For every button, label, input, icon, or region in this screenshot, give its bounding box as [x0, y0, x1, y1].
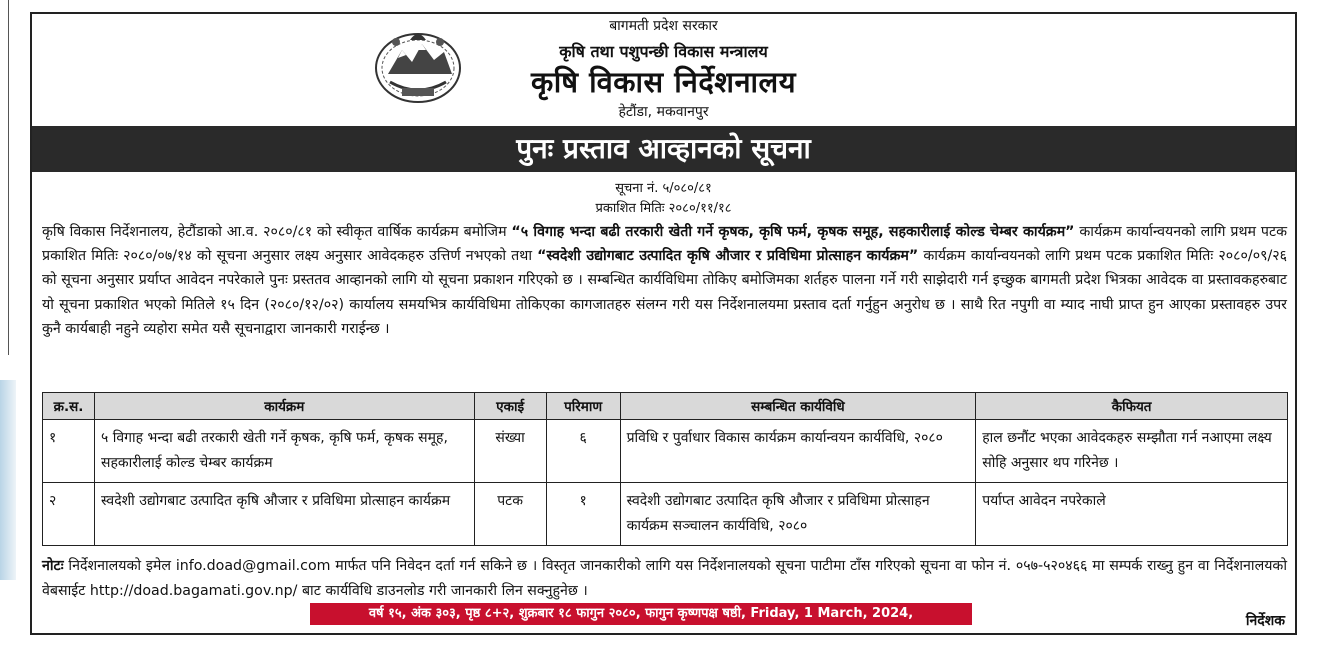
signature: निर्देशक — [1245, 613, 1285, 629]
cell-program: ५ विगाह भन्दा बढी तरकारी खेती गर्ने कृषक, कृषि फर्म, कृषक समूह, सहकारीलाई कोल्ड चेम्बर कार्यक्रम — [94, 420, 474, 483]
note-label: नोटः — [42, 558, 64, 574]
cell-procedure: स्वदेशी उद्योगबाट उत्पादित कृषि औजार र प्रविधिमा प्रोत्साहन कार्यक्रम सञ्चालन कार्यविधि, २०८० — [620, 483, 976, 546]
col-header-quantity: परिमाण — [546, 393, 620, 420]
notice-title-bar — [32, 126, 1295, 172]
program-name-1: “५ विगाह भन्दा बढी तरकारी खेती गर्ने कृषक, कृषि फर्म, कृषक समूह, सहकारीलाई कोल्ड चेम्बर कार्यक्रम” — [511, 224, 1075, 240]
cell-unit: संख्या — [474, 420, 546, 483]
left-edge-line — [8, 0, 9, 355]
table-header-row — [43, 393, 1288, 420]
col-header-remarks: कैफियत — [976, 393, 1288, 420]
col-header-unit: एकाई — [474, 393, 546, 420]
body-text-3: कार्यक्रम कार्यान्वयनको लागि प्रथम पटक प्रकाशित मितिः २०८०/०९/२६ को सूचना अनुसार प्रर्याप्त आवेदन नपरेकाले पुनः प्रस्ततव आव्हानको लागि यो सूचना प्रकाशन गरिएको छ । सम्बन्धित कार्यविधिमा तोकिए बमोजिमका शर्तहरु पालना गर्ने गरी साझेदारी गर्न इच्छुक बागमती प्रदेश भित्रका आवेदक वा प्रस्तावकहरुबाट यो सूचना प्रकाशित भएको मितिले १५ दिन (२०८०/१२/०२) कार्यालय समयभित्र कार्यविधिमा तोकिएका कागजातहरु संलग्न गरी यस निर्देशनालयमा प्रस्ताव दर्ता गर्नुहुन अनुरोध छ । साथै रित नपुगी वा म्याद नाघी प्राप्त हुन आएका प्रस्तावहरु उपर कुनै कार्यबाही नहुने व्यहोरा समेत यसै सूचनाद्वारा जानकारी गराईन्छ । — [42, 248, 1287, 337]
col-header-sn: क्र.स. — [43, 393, 95, 420]
office-name: कृषि विकास निर्देशनालय — [530, 65, 797, 99]
footer-text: वर्ष १५, अंक ३०३, पृष्ठ ८+२, शुक्रबार १८ फागुन २०८०, फागुन कृष्णपक्ष षष्ठी, Friday, 1 March, 2024, — [368, 606, 914, 621]
program-table — [42, 392, 1288, 546]
note-paragraph — [42, 554, 1287, 604]
program-name-2: “स्वदेशी उद्योगबाट उत्पादित कृषि औजार र प्रविधिमा प्रोत्साहन कार्यक्रम” — [537, 248, 919, 265]
notice-number: सूचना नं. ५/०८०/८१ — [615, 181, 712, 196]
cell-remarks: हाल छनौंट भएका आवेदकहरु सम्झौता गर्न नआएमा लक्ष्य सोहि अनुसार थप गरिनेछ । — [976, 420, 1288, 483]
cell-sn: १ — [43, 420, 95, 483]
office-location: हेटौंडा, मकवानपुर — [618, 104, 709, 120]
cell-procedure: प्रविधि र पुर्वाधार विकास कार्यक्रम कार्यान्वयन कार्यविधि, २०८० — [620, 420, 976, 483]
table-row — [43, 483, 1288, 546]
cell-quantity: ६ — [546, 420, 620, 483]
notice-frame — [30, 12, 1297, 635]
notice-body — [42, 220, 1287, 341]
cell-program: स्वदेशी उद्योगबाट उत्पादित कृषि औजार र प्रविधिमा प्रोत्साहन कार्यक्रम — [94, 483, 474, 546]
note-text: निर्देशनालयको इमेल info.doad@gmail.com मार्फत पनि निवेदन दर्ता गर्न सकिने छ । विस्तृत जानकारीको लागि यस निर्देशनालयको सूचना पाटीमा टाँस गरिएको सूचना वा फोन नं. ०५७-५२०४६६ मा सम्पर्क राख्नु हुन वा निर्देशनालयको वेबसाईट http://doad.bagamati.gov.np/ बाट कार्यविधि डाउनलोड गरी जानकारी लिन सक्नुहुनेछ । — [42, 558, 1287, 599]
left-edge-shade — [0, 380, 16, 580]
notice-published-date: प्रकाशित मितिः २०८०/११/१८ — [595, 201, 732, 216]
cell-unit: पटक — [474, 483, 546, 546]
government-name: बागमती प्रदेश सरकार — [609, 18, 718, 34]
body-text-2: कार्यक्रम कार्यान्वयनको लागि प्रथम पटक प्रकाशित मितिः २०८०/०७/१४ को सूचना अनुसार लक्ष्य अनुसार आवेदकहरु उत्तिर्ण नभएको तथा — [42, 224, 1287, 265]
body-text-1: कृषि विकास निर्देशनालय, हेटौंडाको आ.व. २०८०/८१ को स्वीकृत वार्षिक कार्यक्रम बमोजिम — [42, 224, 512, 240]
cell-sn: २ — [43, 483, 95, 546]
col-header-procedure: सम्बन्धित कार्यविधि — [620, 393, 976, 420]
table-row — [43, 420, 1288, 483]
col-header-program: कार्यक्रम — [94, 393, 474, 420]
notice-title: पुनः प्रस्ताव आव्हानको सूचना — [516, 132, 811, 165]
newspaper-footer-bar — [310, 603, 972, 625]
ministry-name: कृषि तथा पशुपन्छी विकास मन्त्रालय — [559, 42, 768, 61]
cell-remarks: पर्याप्त आवेदन नपरेकाले — [976, 483, 1288, 546]
cell-quantity: १ — [546, 483, 620, 546]
